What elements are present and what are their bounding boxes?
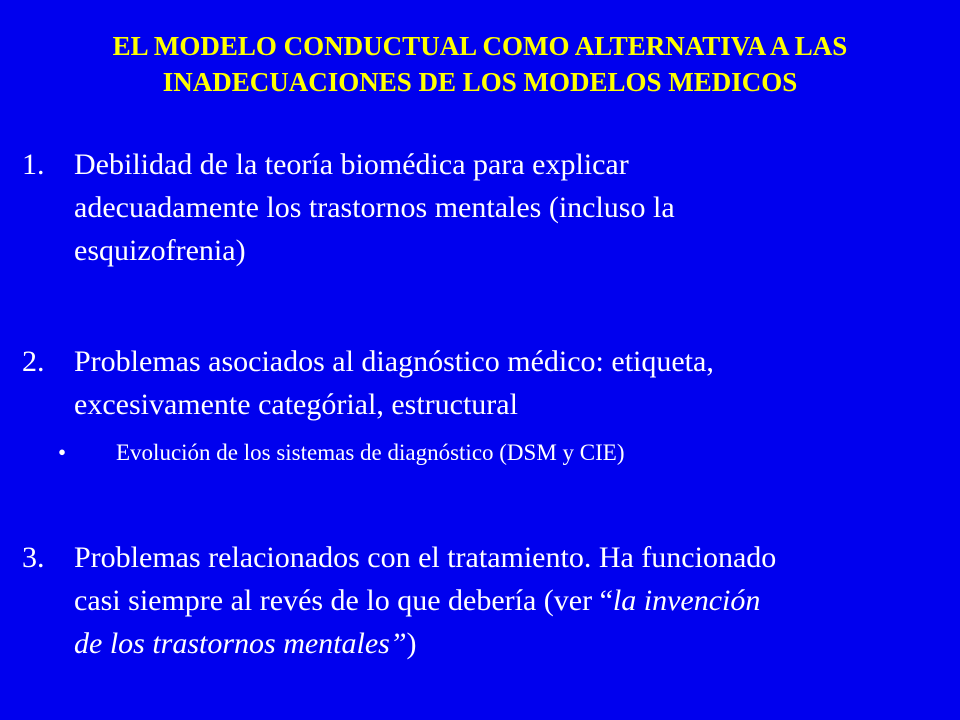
item-number: 3. [22, 541, 45, 574]
item-text-line: adecuadamente los trastornos mentales (incluso la [74, 191, 675, 224]
item-text-line: Debilidad de la teoría biomédica para explicar [74, 148, 629, 181]
sub-bullet [58, 437, 918, 469]
item-text-line: Problemas asociados al diagnóstico médico: etiqueta, [74, 345, 714, 378]
item-text [74, 143, 942, 272]
item-text [74, 340, 942, 426]
item-text-line [74, 579, 942, 622]
item-number: 2. [22, 345, 45, 378]
item-text-line: Problemas relacionados con el tratamiento. Ha funcionado [74, 541, 777, 574]
item-number: 1. [22, 148, 45, 181]
item-text [74, 536, 942, 665]
title-line-2: INADECUACIONES DE LOS MODELOS MEDICOS [162, 67, 798, 97]
list-item-1 [22, 143, 942, 272]
list-item-3 [22, 536, 942, 665]
title-line-1: EL MODELO CONDUCTUAL COMO ALTERNATIVA A LAS [112, 31, 848, 61]
sub-bullet-text: Evolución de los sistemas de diagnóstico (DSM y CIE) [116, 440, 625, 465]
item-text-italic: la invención [612, 584, 761, 617]
item-text-normal: ) [406, 627, 417, 660]
item-text-line [74, 622, 942, 665]
list-item-2 [22, 340, 942, 426]
bullet-dot: • [58, 440, 67, 465]
slide-title [0, 28, 960, 100]
item-text-italic: de los trastornos mentales” [74, 627, 407, 660]
item-text-line: esquizofrenia) [74, 234, 246, 267]
item-text-normal: casi siempre al revés de lo que debería (ver “ [74, 584, 613, 617]
item-text-line: excesivamente categórial, estructural [74, 388, 518, 421]
